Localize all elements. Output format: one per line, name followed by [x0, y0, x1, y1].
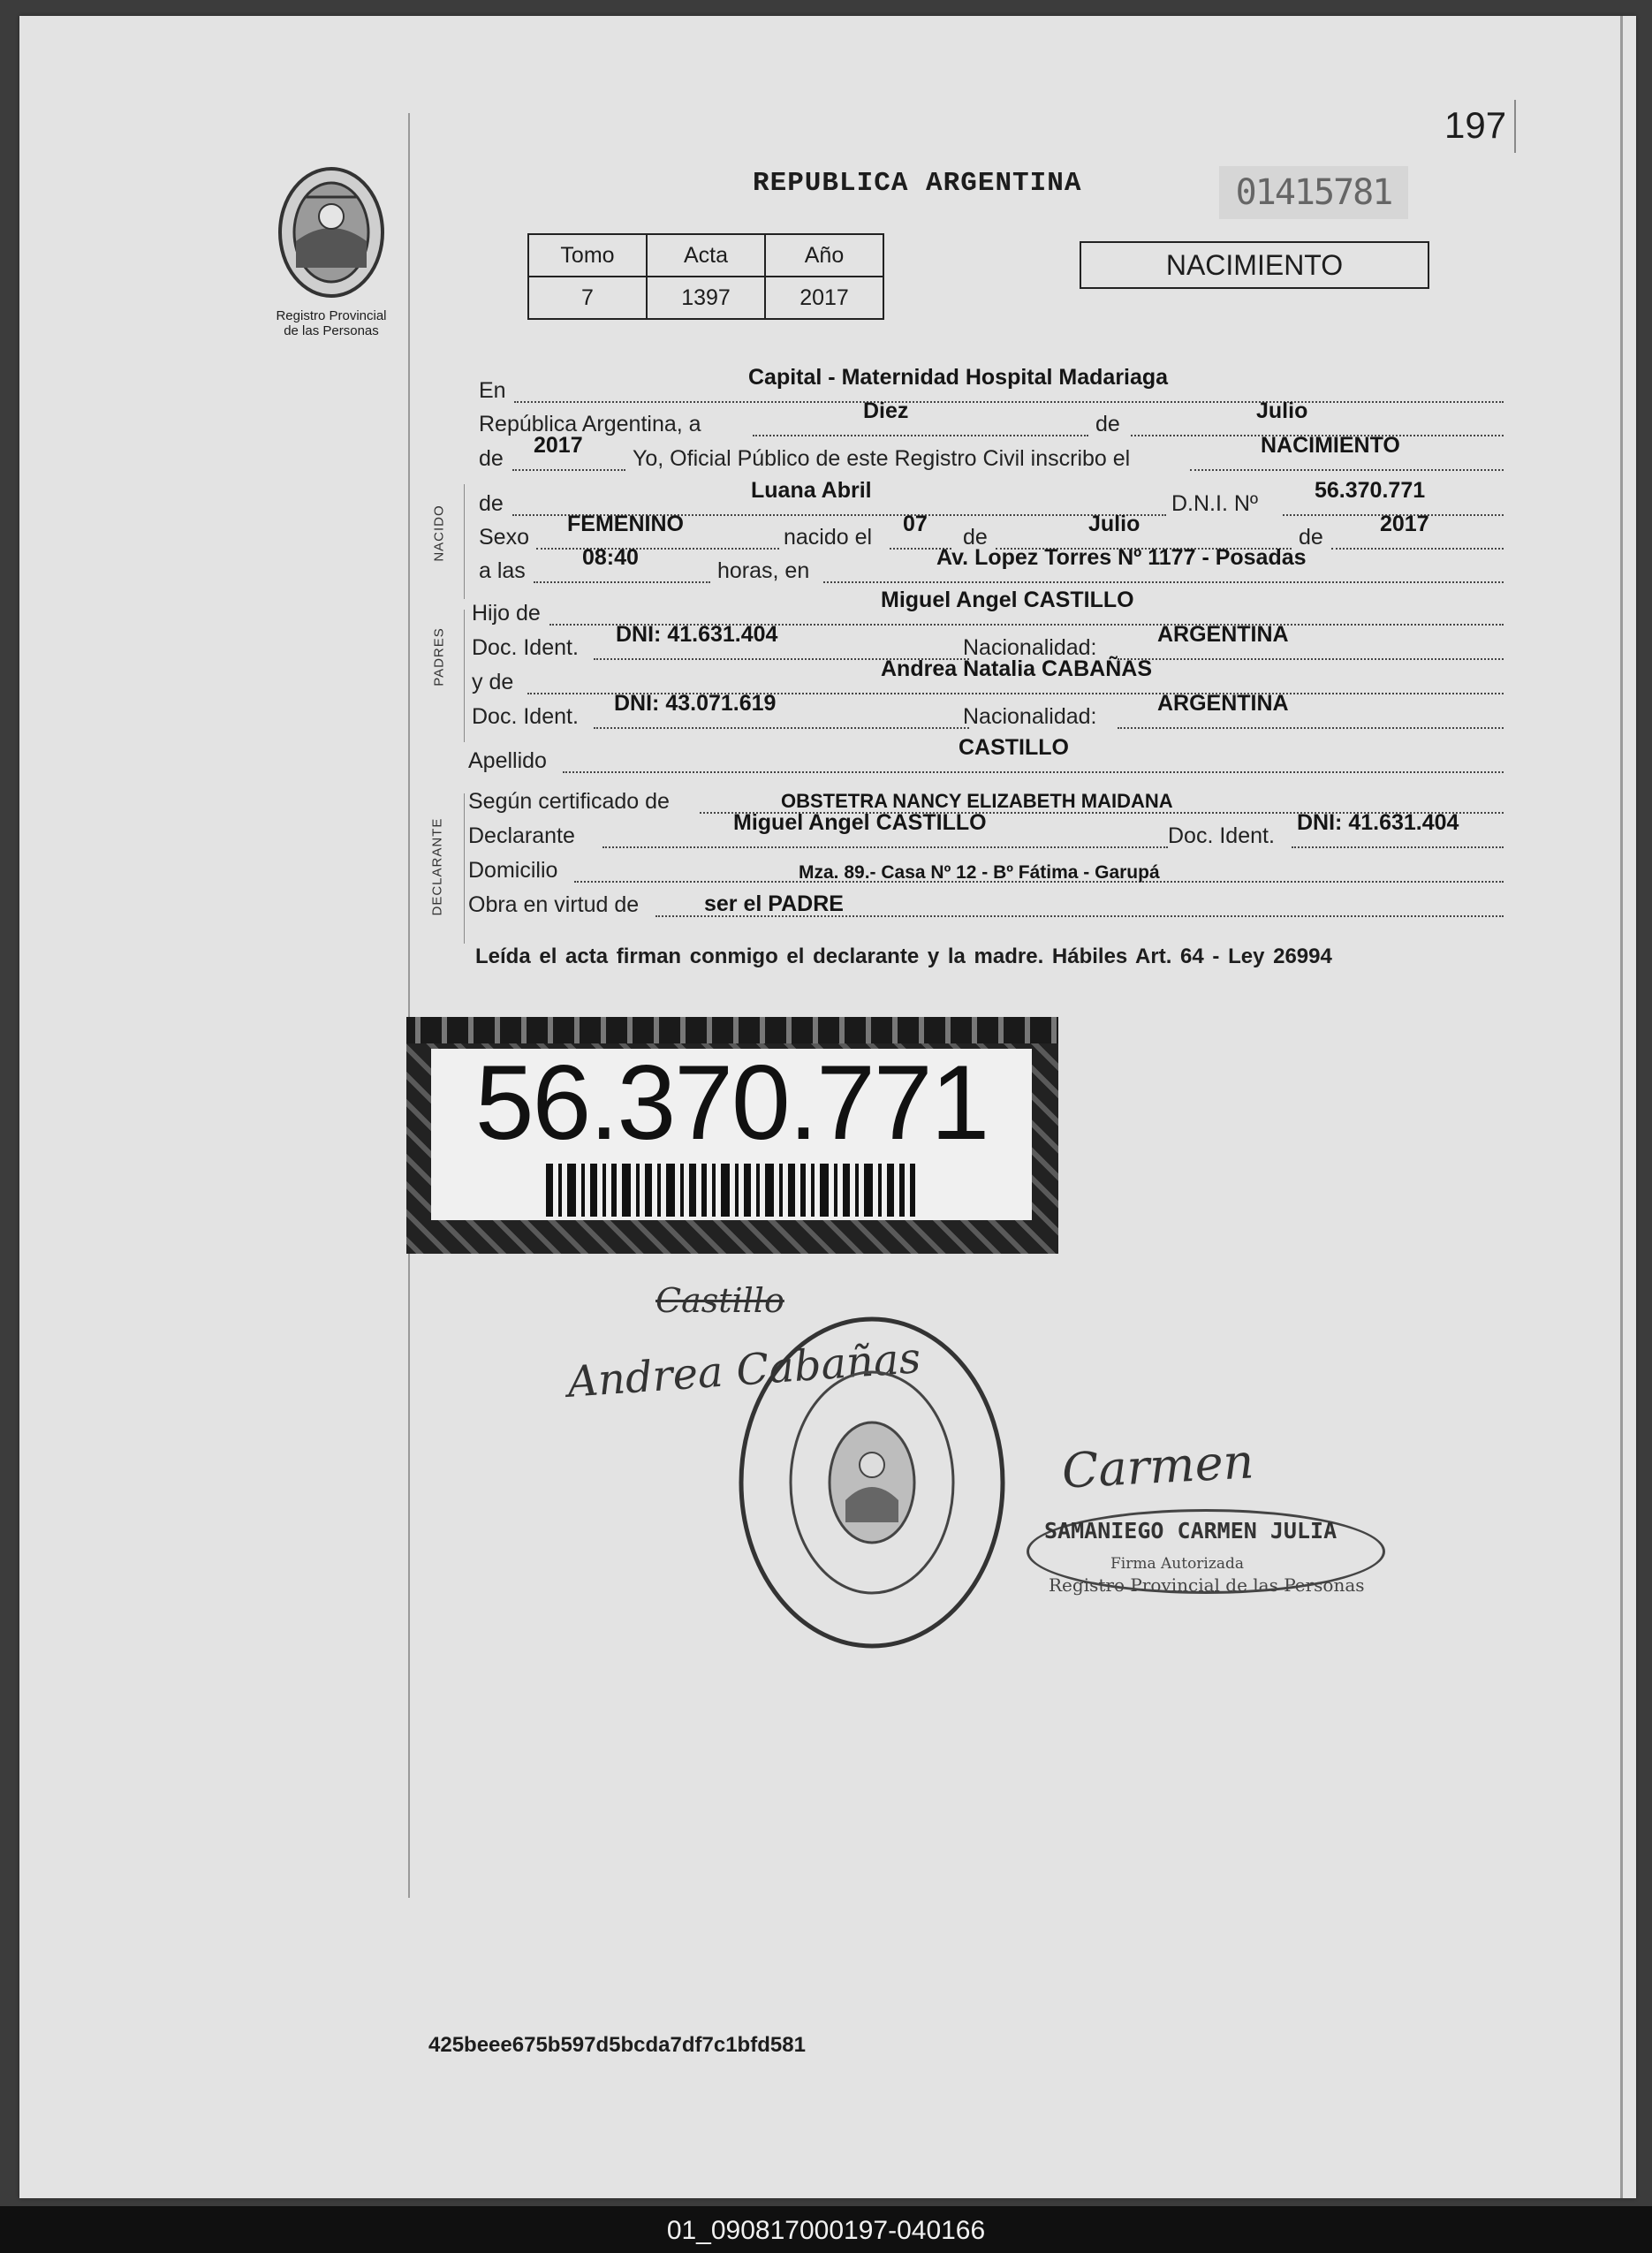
label-doc: Doc. Ident.: [472, 635, 579, 660]
sticker-label: [431, 1043, 1032, 1220]
label-hijo: Hijo de: [472, 601, 541, 626]
official-name: SAMANIEGO CARMEN JULIA: [1044, 1518, 1338, 1544]
sticker-number: 56.370.771: [474, 1043, 989, 1162]
value-inscripcion: NACIMIENTO: [1261, 433, 1400, 458]
value-madre: Andrea Natalia CABAÑAS: [881, 656, 1153, 681]
dni-sticker: [406, 1017, 1058, 1254]
value-hora: 08:40: [582, 545, 639, 570]
value-lugar: Av. Lopez Torres Nº 1177 - Posadas: [936, 545, 1307, 570]
side-label-nacido: NACIDO: [431, 504, 447, 562]
value-padre-nac: ARGENTINA: [1157, 622, 1289, 647]
value-certificado: OBSTETRA NANCY ELIZABETH MAIDANA: [781, 790, 1173, 812]
value-en: Capital - Maternidad Hospital Madariaga: [748, 365, 1169, 390]
header-title: REPUBLICA ARGENTINA: [753, 168, 1082, 199]
label-sexo: Sexo: [479, 525, 529, 550]
label-de2: de: [479, 446, 504, 471]
document-hash: 425beee675b597d5bcda7df7c1bfd581: [428, 2033, 806, 2057]
page-number-rule: [1514, 100, 1516, 153]
label-nacido: nacido el: [784, 525, 873, 550]
label-de: de: [1095, 412, 1120, 436]
doc-type-box: NACIMIENTO: [1080, 241, 1429, 289]
label-dni: D.N.I. Nº: [1171, 491, 1259, 516]
margin-rule: [408, 113, 410, 1898]
signature-cabanas: Andrea Cabañas: [565, 1333, 922, 1407]
record-table-row: [528, 277, 883, 319]
official-role: Firma Autorizada: [1110, 1555, 1244, 1573]
side-label-padres: PADRES: [431, 627, 447, 687]
value-anio: 2017: [534, 433, 583, 458]
value-padre-doc: DNI: 41.631.404: [616, 622, 778, 647]
serial-number: 01415781: [1219, 166, 1408, 219]
label-obra: Obra en virtud de: [468, 892, 640, 917]
label-de3: de: [479, 491, 504, 516]
value-decl-doc: DNI: 41.631.404: [1297, 810, 1459, 835]
table-cell: 2017: [765, 277, 883, 319]
document-page: [19, 16, 1636, 2198]
value-domicilio: Mza. 89.- Casa Nº 12 - Bº Fátima - Garupá: [799, 862, 1160, 883]
value-madre-nac: ARGENTINA: [1157, 691, 1289, 716]
value-madre-doc: DNI: 43.071.619: [614, 691, 777, 716]
value-apellido: CASTILLO: [959, 735, 1069, 760]
emblem-caption-line2: de las Personas: [284, 323, 379, 338]
label-decl-doc: Doc. Ident.: [1168, 823, 1275, 848]
label-horas: horas, en: [717, 558, 810, 583]
value-declarante: Miguel Angel CASTILLO: [733, 810, 987, 835]
official-org: Registro Provincial de las Personas: [1049, 1574, 1365, 1596]
label-apellido: Apellido: [468, 748, 547, 773]
emblem-icon: [269, 162, 393, 303]
signature-castillo: Castillo: [655, 1281, 784, 1320]
record-table-header: [528, 234, 883, 277]
side-label-declarante: DECLARANTE: [429, 817, 445, 916]
table-header: Año: [765, 234, 883, 277]
label-segun: Según certificado de: [468, 789, 670, 814]
label-de4: de: [963, 525, 988, 550]
province-emblem: [269, 162, 393, 338]
seal-inner-text: [833, 1479, 973, 1491]
signature-official: Carmen: [1060, 1433, 1255, 1499]
value-obra: ser el PADRE: [704, 891, 844, 916]
barcode: [546, 1164, 917, 1217]
label-republica: República Argentina, a: [479, 412, 701, 436]
table-header: Tomo: [528, 234, 647, 277]
page-number: 197: [1444, 104, 1507, 146]
table-cell: 1397: [647, 277, 765, 319]
table-header: Acta: [647, 234, 765, 277]
emblem-caption-line1: Registro Provincial: [276, 308, 387, 323]
label-domicilio: Domicilio: [468, 858, 558, 883]
value-nac-mes: Julio: [1088, 512, 1140, 536]
label-nacionalidad: Nacionalidad:: [963, 635, 1097, 660]
record-table: [527, 233, 884, 320]
value-padre: Miguel Angel CASTILLO: [881, 588, 1134, 612]
label-de5: de: [1299, 525, 1323, 550]
value-nombre: Luana Abril: [751, 478, 872, 503]
value-nac-dia: 07: [903, 512, 928, 536]
official-seal: [735, 1315, 1009, 1650]
value-nac-anio: 2017: [1380, 512, 1429, 536]
label-declarante: Declarante: [468, 823, 575, 848]
footer-filename: 01_090817000197-040166: [666, 2216, 986, 2245]
closing-text: Leída el acta firman conmigo el declarante y la madre. Hábiles Art. 64 - Ley 26994: [475, 944, 1332, 968]
label-alas: a las: [479, 558, 526, 583]
table-cell: 7: [528, 277, 647, 319]
value-dia: Diez: [863, 398, 909, 423]
value-sexo: FEMENINO: [567, 512, 684, 536]
label-doc2: Doc. Ident.: [472, 704, 579, 729]
oficial-text: Yo, Oficial Público de este Registro Civil inscribo el: [633, 446, 1131, 471]
label-en: En: [479, 378, 506, 403]
value-mes: Julio: [1256, 398, 1308, 423]
label-yde: y de: [472, 670, 514, 694]
value-dni: 56.370.771: [1315, 478, 1426, 503]
label-nacionalidad2: Nacionalidad:: [963, 704, 1097, 729]
